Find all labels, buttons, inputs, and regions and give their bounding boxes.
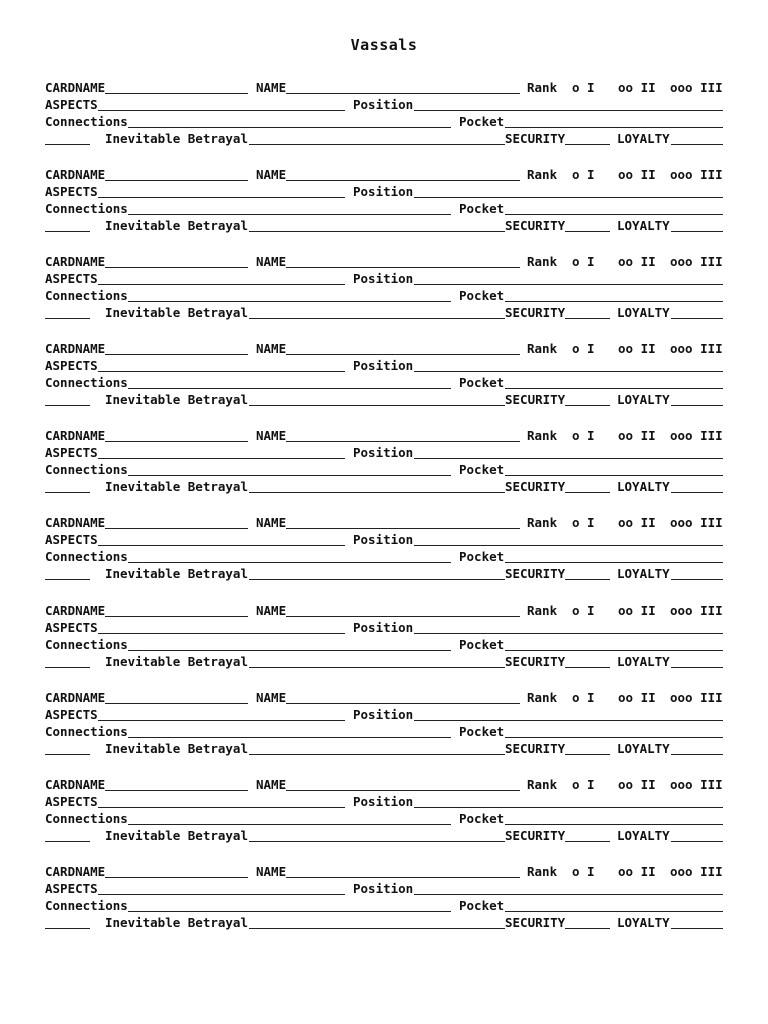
loyalty-label: LOYALTY bbox=[617, 392, 670, 407]
page-title: Vassals bbox=[350, 36, 418, 54]
name-label: NAME bbox=[256, 777, 287, 792]
betrayal-field[interactable] bbox=[249, 405, 505, 406]
loyalty-label: LOYALTY bbox=[617, 828, 670, 843]
aspects-label: ASPECTS bbox=[45, 707, 98, 722]
rank-option-1: o I bbox=[572, 603, 595, 618]
rank-option-1: o I bbox=[572, 80, 595, 95]
rank-option-2: oo II bbox=[618, 864, 656, 879]
betrayal-label: Inevitable Betrayal bbox=[105, 741, 248, 756]
position-label: Position bbox=[353, 532, 414, 547]
name-label: NAME bbox=[256, 603, 287, 618]
vassal-row-identity bbox=[45, 690, 723, 706]
pocket-field[interactable] bbox=[505, 475, 723, 476]
betrayal-field[interactable] bbox=[249, 231, 505, 232]
position-label: Position bbox=[353, 184, 414, 199]
position-field[interactable] bbox=[414, 284, 723, 285]
cardname-field[interactable] bbox=[105, 790, 248, 791]
aspects-field[interactable] bbox=[98, 458, 345, 459]
vassal-row-betrayal bbox=[45, 392, 723, 408]
rank-option-3: ooo III bbox=[670, 167, 723, 182]
rank-label: Rank bbox=[527, 777, 558, 792]
rank-option-2: oo II bbox=[618, 515, 656, 530]
vassal-row-aspects bbox=[45, 881, 723, 897]
rank-option-2: oo II bbox=[618, 167, 656, 182]
loyalty-field[interactable] bbox=[671, 318, 723, 319]
betrayal-check-field[interactable] bbox=[45, 405, 90, 406]
connections-label: Connections bbox=[45, 288, 128, 303]
rank-option-2: oo II bbox=[618, 428, 656, 443]
betrayal-field[interactable] bbox=[249, 318, 505, 319]
cardname-field[interactable] bbox=[105, 703, 248, 704]
aspects-field[interactable] bbox=[98, 807, 345, 808]
aspects-label: ASPECTS bbox=[45, 881, 98, 896]
vassal-row-connections bbox=[45, 114, 723, 130]
connections-field[interactable] bbox=[128, 650, 451, 651]
vassal-row-aspects bbox=[45, 184, 723, 200]
vassal-entry bbox=[45, 341, 723, 411]
rank-option-2: oo II bbox=[618, 690, 656, 705]
rank-label: Rank bbox=[527, 690, 558, 705]
rank-option-1: o I bbox=[572, 777, 595, 792]
rank-option-3: ooo III bbox=[670, 690, 723, 705]
betrayal-field[interactable] bbox=[249, 579, 505, 580]
aspects-label: ASPECTS bbox=[45, 445, 98, 460]
vassal-row-betrayal bbox=[45, 131, 723, 147]
vassal-row-identity bbox=[45, 80, 723, 96]
security-field[interactable] bbox=[565, 318, 610, 319]
betrayal-label: Inevitable Betrayal bbox=[105, 392, 248, 407]
security-field[interactable] bbox=[565, 231, 610, 232]
name-label: NAME bbox=[256, 254, 287, 269]
aspects-label: ASPECTS bbox=[45, 532, 98, 547]
vassal-row-connections bbox=[45, 201, 723, 217]
aspects-label: ASPECTS bbox=[45, 97, 98, 112]
name-label: NAME bbox=[256, 428, 287, 443]
vassal-row-identity bbox=[45, 515, 723, 531]
position-field[interactable] bbox=[414, 894, 723, 895]
pocket-field[interactable] bbox=[505, 737, 723, 738]
vassal-row-connections bbox=[45, 724, 723, 740]
loyalty-field[interactable] bbox=[671, 492, 723, 493]
rank-option-1: o I bbox=[572, 864, 595, 879]
loyalty-field[interactable] bbox=[671, 841, 723, 842]
security-label: SECURITY bbox=[505, 131, 566, 146]
connections-label: Connections bbox=[45, 375, 128, 390]
vassal-entry bbox=[45, 690, 723, 760]
rank-option-1: o I bbox=[572, 515, 595, 530]
betrayal-field[interactable] bbox=[249, 754, 505, 755]
security-label: SECURITY bbox=[505, 479, 566, 494]
rank-option-1: o I bbox=[572, 428, 595, 443]
vassal-row-betrayal bbox=[45, 741, 723, 757]
position-label: Position bbox=[353, 794, 414, 809]
connections-label: Connections bbox=[45, 114, 128, 129]
name-label: NAME bbox=[256, 690, 287, 705]
vassal-row-identity bbox=[45, 777, 723, 793]
betrayal-label: Inevitable Betrayal bbox=[105, 566, 248, 581]
rank-option-2: oo II bbox=[618, 254, 656, 269]
aspects-field[interactable] bbox=[98, 284, 345, 285]
connections-field[interactable] bbox=[128, 388, 451, 389]
aspects-field[interactable] bbox=[98, 545, 345, 546]
loyalty-field[interactable] bbox=[671, 928, 723, 929]
security-label: SECURITY bbox=[505, 741, 566, 756]
loyalty-label: LOYALTY bbox=[617, 566, 670, 581]
aspects-label: ASPECTS bbox=[45, 271, 98, 286]
name-field[interactable] bbox=[286, 528, 520, 529]
name-field[interactable] bbox=[286, 790, 520, 791]
cardname-label: CARDNAME bbox=[45, 428, 106, 443]
betrayal-check-field[interactable] bbox=[45, 754, 90, 755]
connections-label: Connections bbox=[45, 549, 128, 564]
cardname-label: CARDNAME bbox=[45, 864, 106, 879]
security-label: SECURITY bbox=[505, 305, 566, 320]
connections-label: Connections bbox=[45, 462, 128, 477]
name-field[interactable] bbox=[286, 354, 520, 355]
pocket-field[interactable] bbox=[505, 127, 723, 128]
betrayal-field[interactable] bbox=[249, 144, 505, 145]
rank-option-1: o I bbox=[572, 341, 595, 356]
rank-option-1: o I bbox=[572, 690, 595, 705]
rank-option-1: o I bbox=[572, 254, 595, 269]
cardname-label: CARDNAME bbox=[45, 341, 106, 356]
vassal-entry bbox=[45, 167, 723, 237]
pocket-label: Pocket bbox=[459, 288, 505, 303]
betrayal-field[interactable] bbox=[249, 492, 505, 493]
vassal-row-identity bbox=[45, 603, 723, 619]
aspects-label: ASPECTS bbox=[45, 620, 98, 635]
position-field[interactable] bbox=[414, 807, 723, 808]
name-field[interactable] bbox=[286, 267, 520, 268]
position-field[interactable] bbox=[414, 633, 723, 634]
position-field[interactable] bbox=[414, 110, 723, 111]
cardname-label: CARDNAME bbox=[45, 777, 106, 792]
rank-option-3: ooo III bbox=[670, 864, 723, 879]
security-field[interactable] bbox=[565, 579, 610, 580]
betrayal-label: Inevitable Betrayal bbox=[105, 654, 248, 669]
pocket-field[interactable] bbox=[505, 562, 723, 563]
loyalty-label: LOYALTY bbox=[617, 218, 670, 233]
connections-field[interactable] bbox=[128, 737, 451, 738]
cardname-label: CARDNAME bbox=[45, 167, 106, 182]
vassal-entry bbox=[45, 515, 723, 585]
cardname-label: CARDNAME bbox=[45, 254, 106, 269]
betrayal-label: Inevitable Betrayal bbox=[105, 479, 248, 494]
vassal-row-aspects bbox=[45, 97, 723, 113]
vassal-row-betrayal bbox=[45, 828, 723, 844]
pocket-label: Pocket bbox=[459, 898, 505, 913]
aspects-field[interactable] bbox=[98, 197, 345, 198]
rank-option-3: ooo III bbox=[670, 603, 723, 618]
position-label: Position bbox=[353, 271, 414, 286]
loyalty-label: LOYALTY bbox=[617, 305, 670, 320]
betrayal-check-field[interactable] bbox=[45, 579, 90, 580]
vassal-row-identity bbox=[45, 341, 723, 357]
position-field[interactable] bbox=[414, 197, 723, 198]
aspects-field[interactable] bbox=[98, 633, 345, 634]
rank-label: Rank bbox=[527, 167, 558, 182]
rank-option-2: oo II bbox=[618, 341, 656, 356]
rank-option-3: ooo III bbox=[670, 80, 723, 95]
connections-field[interactable] bbox=[128, 301, 451, 302]
vassal-row-betrayal bbox=[45, 218, 723, 234]
name-field[interactable] bbox=[286, 93, 520, 94]
security-field[interactable] bbox=[565, 667, 610, 668]
betrayal-label: Inevitable Betrayal bbox=[105, 828, 248, 843]
position-label: Position bbox=[353, 881, 414, 896]
aspects-field[interactable] bbox=[98, 894, 345, 895]
pocket-label: Pocket bbox=[459, 201, 505, 216]
betrayal-check-field[interactable] bbox=[45, 841, 90, 842]
vassal-row-connections bbox=[45, 375, 723, 391]
loyalty-field[interactable] bbox=[671, 579, 723, 580]
pocket-label: Pocket bbox=[459, 462, 505, 477]
pocket-label: Pocket bbox=[459, 114, 505, 129]
cardname-label: CARDNAME bbox=[45, 515, 106, 530]
rank-label: Rank bbox=[527, 428, 558, 443]
vassal-row-aspects bbox=[45, 358, 723, 374]
vassal-row-identity bbox=[45, 864, 723, 880]
cardname-label: CARDNAME bbox=[45, 690, 106, 705]
aspects-field[interactable] bbox=[98, 110, 345, 111]
vassal-entry bbox=[45, 864, 723, 934]
connections-field[interactable] bbox=[128, 214, 451, 215]
position-label: Position bbox=[353, 620, 414, 635]
connections-label: Connections bbox=[45, 637, 128, 652]
rank-option-3: ooo III bbox=[670, 777, 723, 792]
vassal-entry bbox=[45, 254, 723, 324]
vassal-row-connections bbox=[45, 549, 723, 565]
rank-option-3: ooo III bbox=[670, 515, 723, 530]
rank-label: Rank bbox=[527, 603, 558, 618]
security-label: SECURITY bbox=[505, 915, 566, 930]
betrayal-check-field[interactable] bbox=[45, 667, 90, 668]
rank-option-3: ooo III bbox=[670, 341, 723, 356]
position-label: Position bbox=[353, 97, 414, 112]
rank-label: Rank bbox=[527, 254, 558, 269]
cardname-field[interactable] bbox=[105, 616, 248, 617]
security-label: SECURITY bbox=[505, 828, 566, 843]
betrayal-field[interactable] bbox=[249, 667, 505, 668]
loyalty-field[interactable] bbox=[671, 231, 723, 232]
security-label: SECURITY bbox=[505, 654, 566, 669]
vassal-row-connections bbox=[45, 462, 723, 478]
security-field[interactable] bbox=[565, 841, 610, 842]
cardname-field[interactable] bbox=[105, 93, 248, 94]
vassal-row-betrayal bbox=[45, 654, 723, 670]
betrayal-label: Inevitable Betrayal bbox=[105, 131, 248, 146]
rank-option-1: o I bbox=[572, 167, 595, 182]
pocket-field[interactable] bbox=[505, 911, 723, 912]
pocket-field[interactable] bbox=[505, 650, 723, 651]
loyalty-field[interactable] bbox=[671, 144, 723, 145]
cardname-field[interactable] bbox=[105, 267, 248, 268]
vassal-entry bbox=[45, 603, 723, 673]
pocket-field[interactable] bbox=[505, 388, 723, 389]
name-label: NAME bbox=[256, 341, 287, 356]
pocket-field[interactable] bbox=[505, 824, 723, 825]
vassal-row-connections bbox=[45, 898, 723, 914]
connections-field[interactable] bbox=[128, 824, 451, 825]
vassal-row-aspects bbox=[45, 620, 723, 636]
cardname-field[interactable] bbox=[105, 180, 248, 181]
name-field[interactable] bbox=[286, 616, 520, 617]
rank-label: Rank bbox=[527, 515, 558, 530]
connections-label: Connections bbox=[45, 724, 128, 739]
cardname-field[interactable] bbox=[105, 528, 248, 529]
security-field[interactable] bbox=[565, 928, 610, 929]
connections-field[interactable] bbox=[128, 562, 451, 563]
rank-label: Rank bbox=[527, 864, 558, 879]
loyalty-label: LOYALTY bbox=[617, 741, 670, 756]
betrayal-label: Inevitable Betrayal bbox=[105, 305, 248, 320]
security-label: SECURITY bbox=[505, 566, 566, 581]
position-field[interactable] bbox=[414, 458, 723, 459]
betrayal-label: Inevitable Betrayal bbox=[105, 218, 248, 233]
pocket-field[interactable] bbox=[505, 301, 723, 302]
loyalty-label: LOYALTY bbox=[617, 915, 670, 930]
aspects-field[interactable] bbox=[98, 720, 345, 721]
connections-field[interactable] bbox=[128, 911, 451, 912]
pocket-label: Pocket bbox=[459, 811, 505, 826]
vassal-row-aspects bbox=[45, 271, 723, 287]
security-field[interactable] bbox=[565, 754, 610, 755]
rank-label: Rank bbox=[527, 341, 558, 356]
name-field[interactable] bbox=[286, 180, 520, 181]
pocket-label: Pocket bbox=[459, 637, 505, 652]
pocket-field[interactable] bbox=[505, 214, 723, 215]
position-label: Position bbox=[353, 707, 414, 722]
vassal-row-betrayal bbox=[45, 915, 723, 931]
name-field[interactable] bbox=[286, 441, 520, 442]
vassal-row-betrayal bbox=[45, 479, 723, 495]
position-label: Position bbox=[353, 358, 414, 373]
pocket-label: Pocket bbox=[459, 724, 505, 739]
pocket-label: Pocket bbox=[459, 549, 505, 564]
rank-option-3: ooo III bbox=[670, 428, 723, 443]
name-field[interactable] bbox=[286, 877, 520, 878]
rank-option-2: oo II bbox=[618, 80, 656, 95]
betrayal-check-field[interactable] bbox=[45, 231, 90, 232]
pocket-label: Pocket bbox=[459, 375, 505, 390]
vassal-entry bbox=[45, 428, 723, 498]
vassal-row-betrayal bbox=[45, 566, 723, 582]
loyalty-field[interactable] bbox=[671, 405, 723, 406]
aspects-label: ASPECTS bbox=[45, 358, 98, 373]
loyalty-field[interactable] bbox=[671, 667, 723, 668]
connections-field[interactable] bbox=[128, 475, 451, 476]
vassal-row-aspects bbox=[45, 532, 723, 548]
betrayal-check-field[interactable] bbox=[45, 492, 90, 493]
vassal-row-betrayal bbox=[45, 305, 723, 321]
security-field[interactable] bbox=[565, 144, 610, 145]
vassal-row-aspects bbox=[45, 445, 723, 461]
betrayal-check-field[interactable] bbox=[45, 318, 90, 319]
name-field[interactable] bbox=[286, 703, 520, 704]
betrayal-field[interactable] bbox=[249, 928, 505, 929]
loyalty-label: LOYALTY bbox=[617, 654, 670, 669]
position-field[interactable] bbox=[414, 720, 723, 721]
aspects-field[interactable] bbox=[98, 371, 345, 372]
name-label: NAME bbox=[256, 80, 287, 95]
loyalty-label: LOYALTY bbox=[617, 479, 670, 494]
connections-field[interactable] bbox=[128, 127, 451, 128]
security-field[interactable] bbox=[565, 405, 610, 406]
rank-option-3: ooo III bbox=[670, 254, 723, 269]
vassal-row-identity bbox=[45, 167, 723, 183]
vassal-row-identity bbox=[45, 428, 723, 444]
vassal-row-connections bbox=[45, 288, 723, 304]
cardname-field[interactable] bbox=[105, 877, 248, 878]
vassal-row-connections bbox=[45, 811, 723, 827]
loyalty-label: LOYALTY bbox=[617, 131, 670, 146]
connections-label: Connections bbox=[45, 811, 128, 826]
aspects-label: ASPECTS bbox=[45, 184, 98, 199]
cardname-label: CARDNAME bbox=[45, 80, 106, 95]
connections-label: Connections bbox=[45, 898, 128, 913]
cardname-field[interactable] bbox=[105, 441, 248, 442]
rank-option-2: oo II bbox=[618, 777, 656, 792]
position-label: Position bbox=[353, 445, 414, 460]
betrayal-check-field[interactable] bbox=[45, 144, 90, 145]
position-field[interactable] bbox=[414, 371, 723, 372]
betrayal-label: Inevitable Betrayal bbox=[105, 915, 248, 930]
vassal-row-connections bbox=[45, 637, 723, 653]
rank-label: Rank bbox=[527, 80, 558, 95]
security-field[interactable] bbox=[565, 492, 610, 493]
position-field[interactable] bbox=[414, 545, 723, 546]
security-label: SECURITY bbox=[505, 218, 566, 233]
cardname-label: CARDNAME bbox=[45, 603, 106, 618]
aspects-label: ASPECTS bbox=[45, 794, 98, 809]
vassal-entry bbox=[45, 80, 723, 150]
cardname-field[interactable] bbox=[105, 354, 248, 355]
betrayal-check-field[interactable] bbox=[45, 928, 90, 929]
name-label: NAME bbox=[256, 864, 287, 879]
name-label: NAME bbox=[256, 515, 287, 530]
name-label: NAME bbox=[256, 167, 287, 182]
vassal-entry bbox=[45, 777, 723, 847]
vassal-row-aspects bbox=[45, 794, 723, 810]
loyalty-field[interactable] bbox=[671, 754, 723, 755]
rank-option-2: oo II bbox=[618, 603, 656, 618]
vassal-row-identity bbox=[45, 254, 723, 270]
vassal-row-aspects bbox=[45, 707, 723, 723]
connections-label: Connections bbox=[45, 201, 128, 216]
security-label: SECURITY bbox=[505, 392, 566, 407]
betrayal-field[interactable] bbox=[249, 841, 505, 842]
